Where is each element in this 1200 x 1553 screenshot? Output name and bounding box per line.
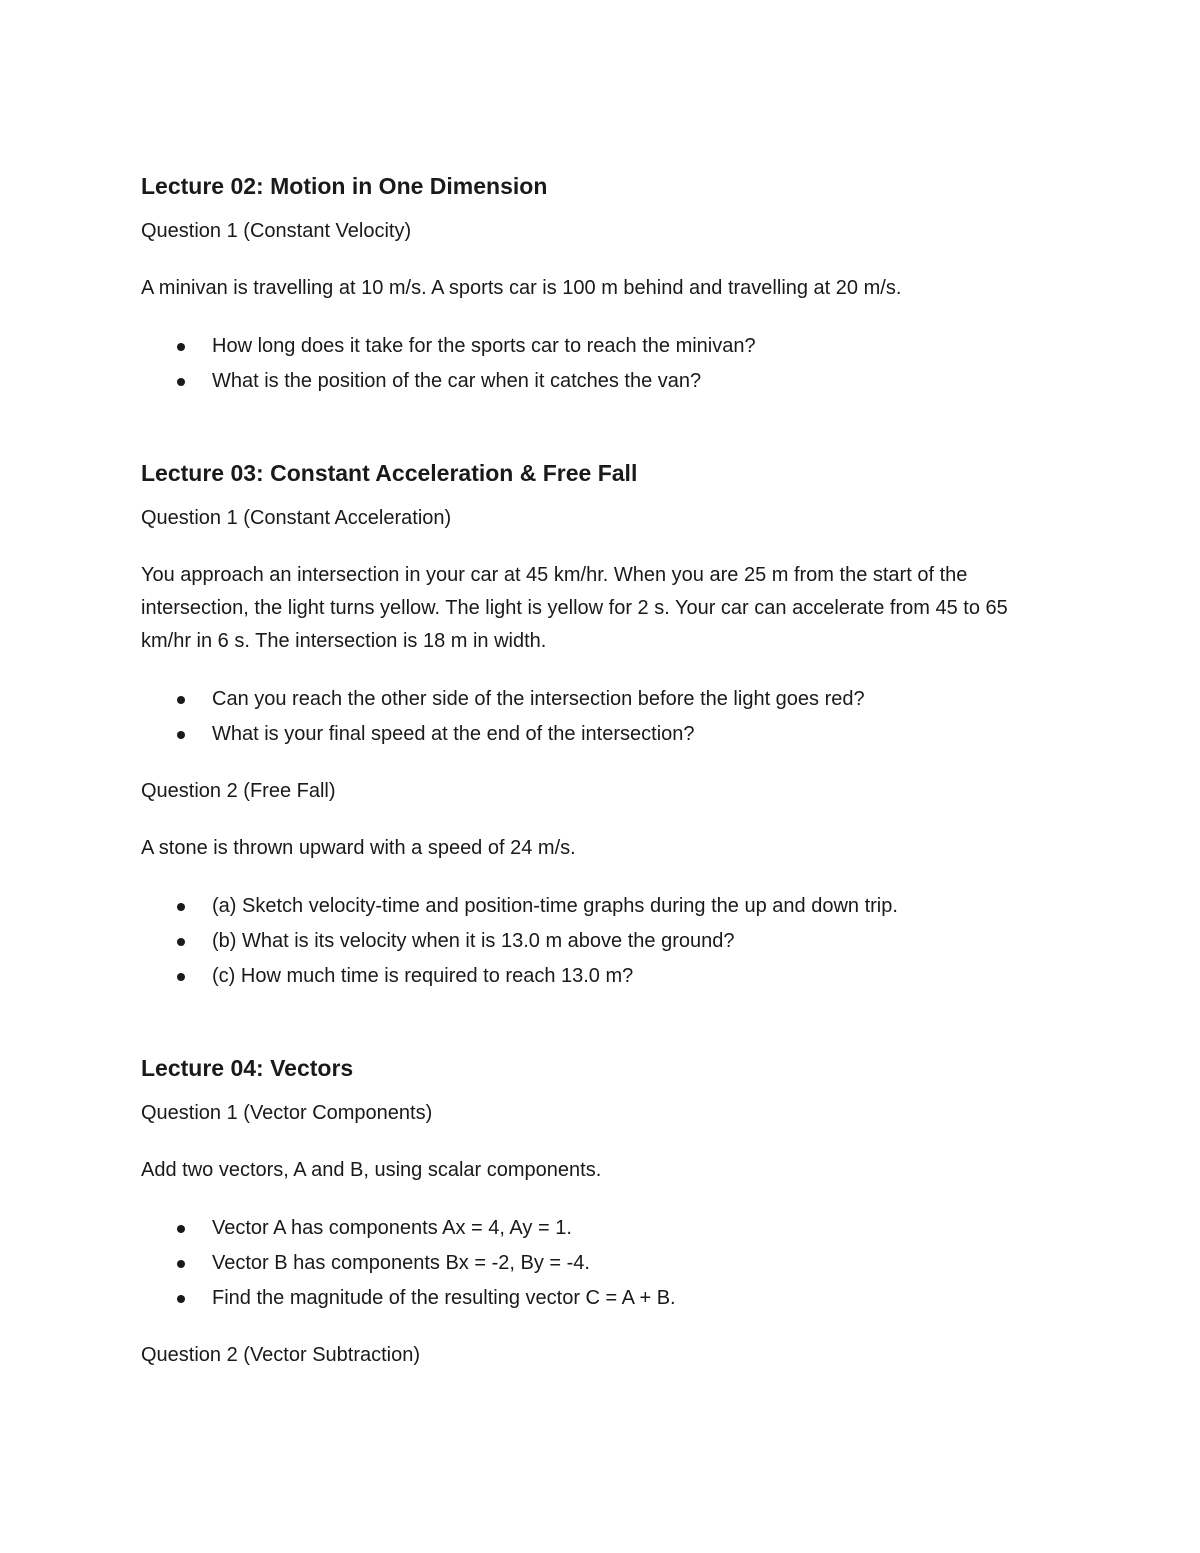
document-page <box>141 170 1061 1396</box>
bullet-item <box>141 959 1061 994</box>
bullet-icon <box>177 973 185 981</box>
bullet-icon <box>177 903 185 911</box>
bullet-item <box>141 1211 1061 1246</box>
question-text: A stone is thrown upward with a speed of 24 m/s. <box>141 837 576 859</box>
bullet-text: Can you reach the other side of the intersection before the light goes red? <box>212 688 865 710</box>
bullet-text: How long does it take for the sports car to reach the minivan? <box>212 335 756 357</box>
lecture-02-section <box>141 170 1061 399</box>
question-title: Question 2 (Vector Subtraction) <box>141 1344 421 1366</box>
bullet-icon <box>177 378 185 386</box>
bullet-icon <box>177 731 185 739</box>
bullet-item <box>141 682 1061 717</box>
question-text: You approach an intersection in your car at 45 km/hr. When you are 25 m from the start of the intersection, the light turns yellow. The light is yellow for 2 s. Your car can accelerate from 45 to 65 km/hr in 6 s. The intersection is 18 m in width. <box>141 564 1008 652</box>
bullet-item <box>141 1246 1061 1281</box>
bullet-icon <box>177 938 185 946</box>
question-title: Question 2 (Free Fall) <box>141 780 336 802</box>
question-text: Add two vectors, A and B, using scalar components. <box>141 1159 602 1181</box>
bullet-list <box>141 889 1061 994</box>
question-text: A minivan is travelling at 10 m/s. A sports car is 100 m behind and travelling at 20 m/s. <box>141 277 902 299</box>
question-title: Question 1 (Constant Acceleration) <box>141 507 452 529</box>
bullet-text: What is your final speed at the end of the intersection? <box>212 723 695 745</box>
bullet-item <box>141 1281 1061 1316</box>
bullet-list <box>141 1211 1061 1316</box>
bullet-text: (a) Sketch velocity-time and position-time graphs during the up and down trip. <box>212 895 898 917</box>
lecture-title: Lecture 02: Motion in One Dimension <box>141 173 548 199</box>
bullet-text: Vector A has components Ax = 4, Ay = 1. <box>212 1217 572 1239</box>
bullet-item <box>141 329 1061 364</box>
bullet-text: (b) What is its velocity when it is 13.0 m above the ground? <box>212 930 735 952</box>
section-spacer <box>141 423 1061 457</box>
bullet-icon <box>177 1295 185 1303</box>
bullet-list <box>141 329 1061 399</box>
bullet-item <box>141 889 1061 924</box>
bullet-item <box>141 717 1061 752</box>
bullet-icon <box>177 1225 185 1233</box>
lecture-04-section <box>141 1052 1061 1370</box>
bullet-text: (c) How much time is required to reach 13.0 m? <box>212 965 634 987</box>
bullet-icon <box>177 696 185 704</box>
bullet-text: Vector B has components Bx = -2, By = -4. <box>212 1252 590 1274</box>
bullet-icon <box>177 343 185 351</box>
bullet-text: Find the magnitude of the resulting vector C = A + B. <box>212 1287 676 1309</box>
lecture-title: Lecture 04: Vectors <box>141 1055 354 1081</box>
bullet-item <box>141 924 1061 959</box>
bullet-text: What is the position of the car when it catches the van? <box>212 370 702 392</box>
section-spacer <box>141 1018 1061 1052</box>
question-title: Question 1 (Vector Components) <box>141 1102 433 1124</box>
question-title: Question 1 (Constant Velocity) <box>141 220 412 242</box>
lecture-03-section <box>141 457 1061 994</box>
lecture-title: Lecture 03: Constant Acceleration & Free Fall <box>141 460 638 486</box>
bullet-item <box>141 364 1061 399</box>
bullet-list <box>141 682 1061 752</box>
bullet-icon <box>177 1260 185 1268</box>
